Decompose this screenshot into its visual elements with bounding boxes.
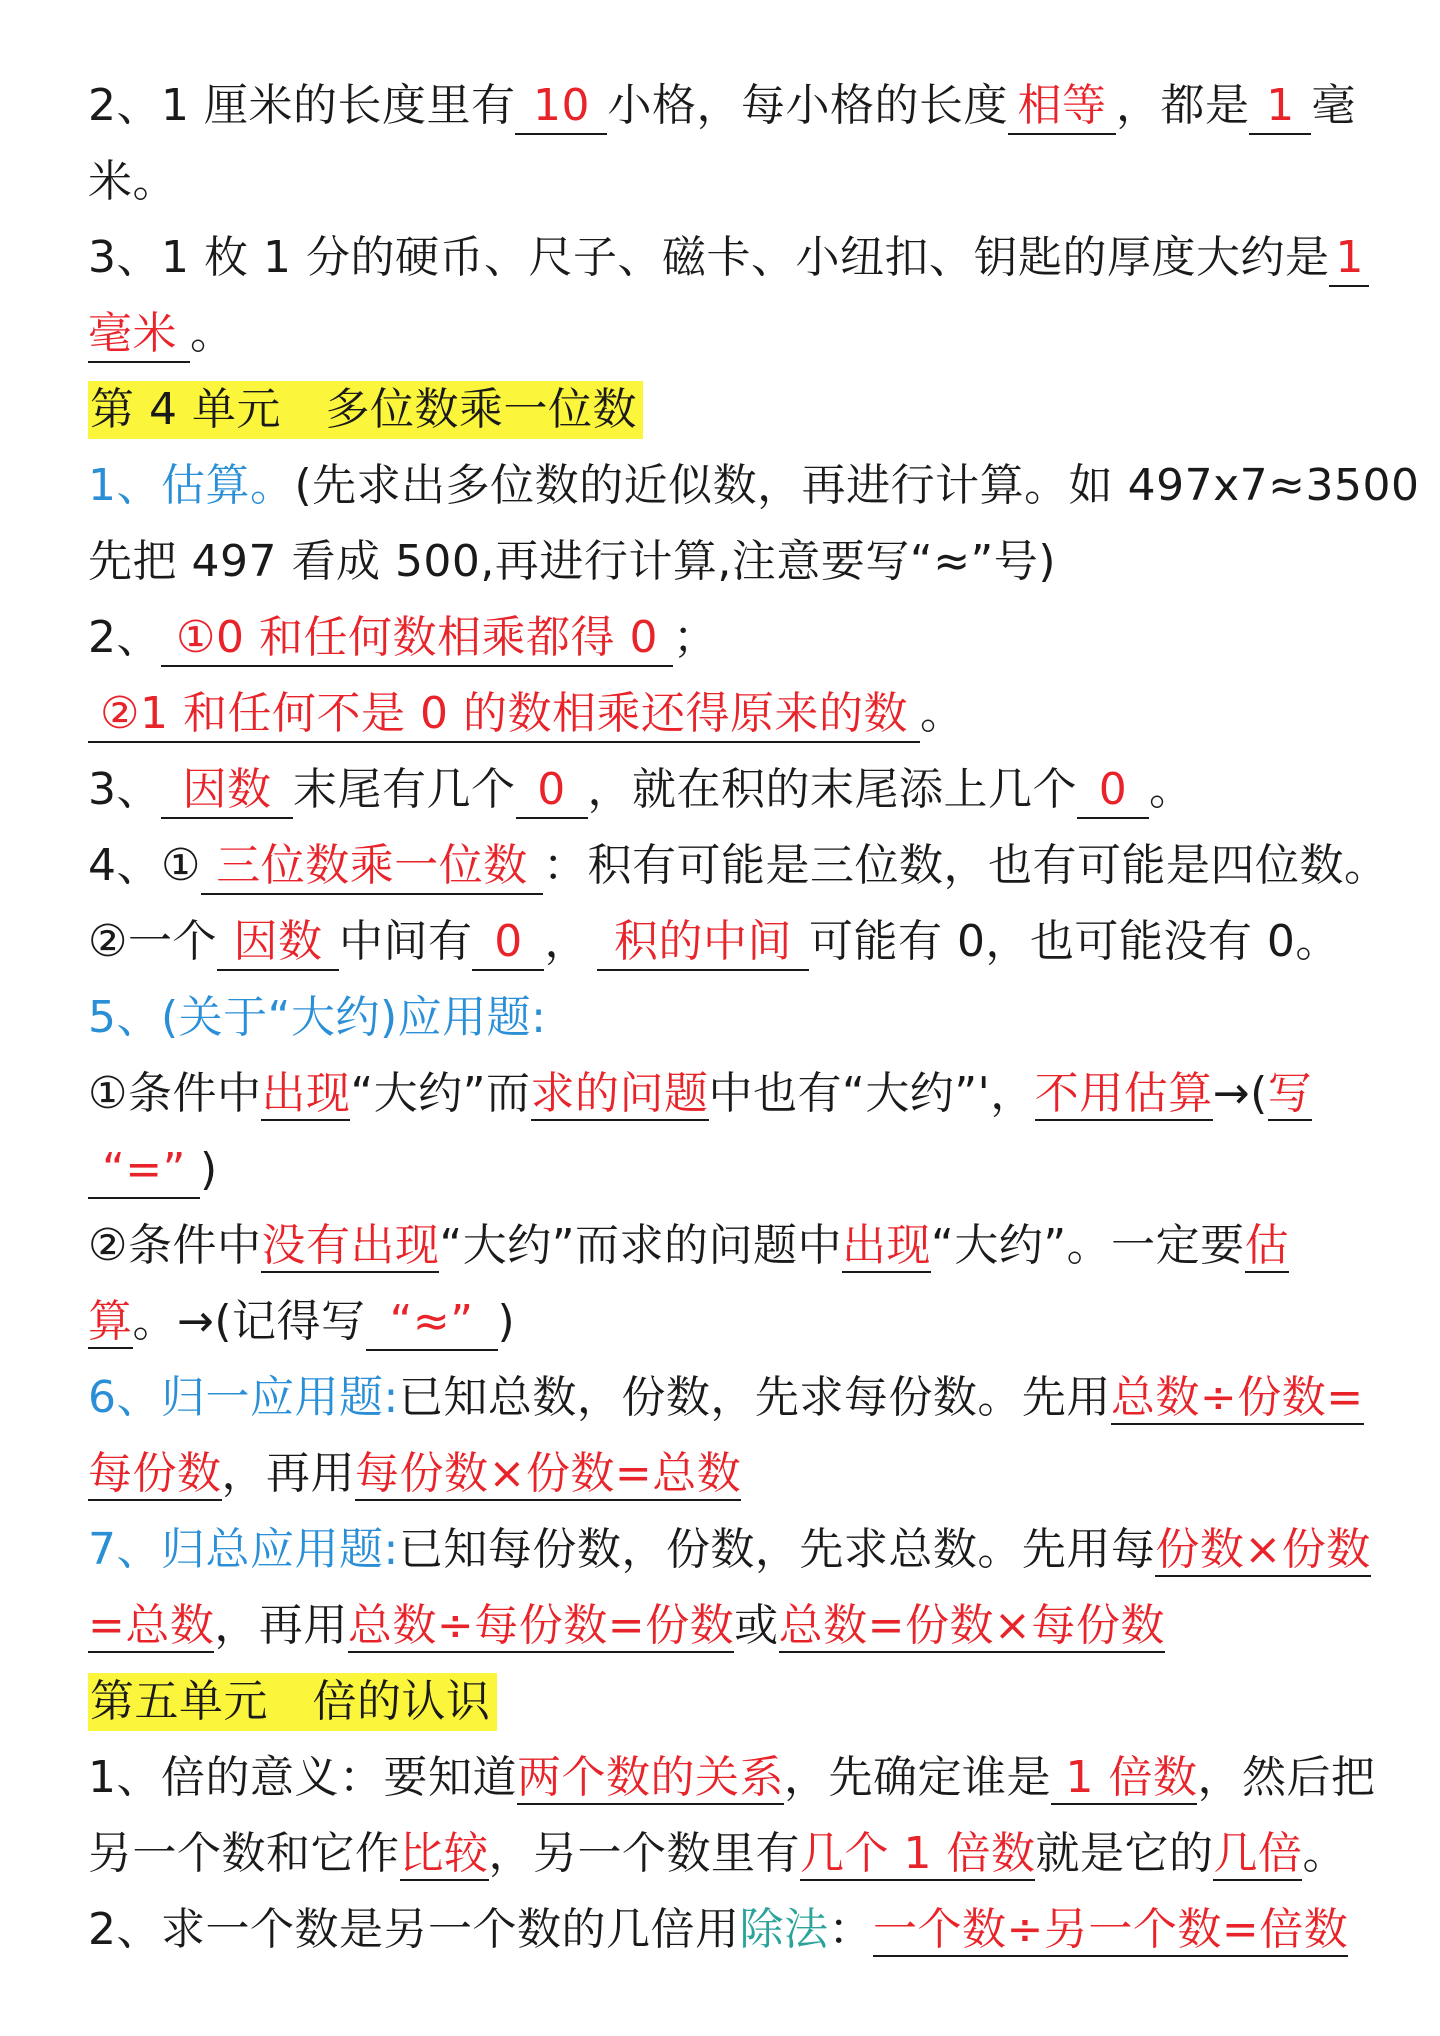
line-unit3-item2 bbox=[88, 68, 1362, 144]
text: 2、求一个数是另一个数的几倍用 bbox=[88, 1904, 740, 1955]
text: 已知总数，份数，先求每份数。先用 bbox=[398, 1372, 1111, 1423]
underlined-answer: 两个数的关系 bbox=[517, 1752, 784, 1803]
text: 。 bbox=[1302, 1828, 1347, 1879]
blue-label: 1、估算。 bbox=[88, 460, 295, 511]
underlined-answer: 不用估算 bbox=[1034, 1068, 1213, 1119]
underlined-answer: 总数÷每份数=份数 bbox=[347, 1600, 735, 1651]
answer-blank: ①0 和任何数相乘都得 0 bbox=[161, 611, 673, 667]
text: 。→(记得写 bbox=[132, 1296, 366, 1347]
text: ，都是 bbox=[1115, 80, 1250, 131]
underlined-answer: 几倍 bbox=[1213, 1828, 1303, 1879]
text: 。 bbox=[920, 688, 965, 739]
text: 末尾有几个 bbox=[293, 764, 516, 815]
text: ：积有可能是三位数，也有可能是四位数。 bbox=[542, 840, 1389, 891]
answer-blank: 因数 bbox=[217, 915, 339, 971]
underlined-answer: 每份数 bbox=[88, 1448, 222, 1499]
text: 中也有“大约”'， bbox=[708, 1068, 1035, 1119]
line-unit3-item3 bbox=[88, 220, 1362, 296]
highlighted-heading: 第五单元 倍的认识 bbox=[88, 1673, 497, 1731]
underlined-answer: 1 倍数 bbox=[1051, 1752, 1198, 1803]
underlined-answer: 没有出现 bbox=[261, 1220, 440, 1271]
answer-blank: 0 bbox=[1077, 763, 1149, 819]
line-unit4-item2 bbox=[88, 600, 1362, 676]
answer-blank: 相等 bbox=[1008, 79, 1116, 135]
underlined-answer: 总数÷份数= bbox=[1110, 1372, 1364, 1423]
text: 已知每份数，份数，先求总数。先用每 bbox=[398, 1524, 1156, 1575]
text: 先把 497 看成 500,再进行计算,注意要写“≈”号) bbox=[88, 536, 1057, 587]
underlined-answer: 一个数÷另一个数=倍数 bbox=[873, 1904, 1349, 1955]
answer-blank: “≈” bbox=[366, 1295, 498, 1351]
text: 米。 bbox=[88, 156, 177, 207]
line-unit4-item1 bbox=[88, 448, 1420, 524]
blue-label: 7、归总应用题: bbox=[88, 1524, 399, 1575]
answer-blank: 10 bbox=[515, 79, 607, 135]
line-unit4-item5-b-cont bbox=[88, 1284, 1362, 1360]
line-unit5-item1-cont bbox=[88, 1816, 1362, 1892]
answer-blank: 积的中间 bbox=[597, 915, 809, 971]
answer-blank: 三位数乘一位数 bbox=[201, 839, 543, 895]
text: 3、 bbox=[88, 764, 161, 815]
text: ，就在积的末尾添上几个 bbox=[587, 764, 1077, 815]
line-unit4-item5-a bbox=[88, 1056, 1362, 1132]
underlined-answer: 几个 1 倍数 bbox=[800, 1828, 1036, 1879]
line-unit3-item3-cont bbox=[88, 296, 1362, 372]
text: 。 bbox=[1149, 764, 1194, 815]
text: ，再用 bbox=[214, 1600, 348, 1651]
line-unit4-item2-cont bbox=[88, 676, 1362, 752]
line-unit4-item6 bbox=[88, 1360, 1362, 1436]
underlined-answer: 总数=份数×每份数 bbox=[778, 1600, 1165, 1651]
line-unit4-item7 bbox=[88, 1512, 1371, 1588]
underlined-answer: 算 bbox=[88, 1296, 133, 1347]
answer-blank: 1 bbox=[1249, 79, 1311, 135]
line-unit4-item7-cont bbox=[88, 1588, 1362, 1664]
text: 2、 bbox=[88, 612, 161, 663]
text: 毫 bbox=[1311, 80, 1356, 131]
underlined-answer: 每份数×份数=总数 bbox=[355, 1448, 742, 1499]
underlined-answer: 出现 bbox=[261, 1068, 351, 1119]
section-heading-unit4 bbox=[88, 372, 1362, 448]
answer-blank: 毫米 bbox=[88, 307, 190, 363]
text: 2、1 厘米的长度里有 bbox=[88, 80, 516, 131]
text: ②条件中 bbox=[88, 1220, 262, 1271]
text: →( bbox=[1212, 1068, 1268, 1119]
text: ： bbox=[828, 1904, 873, 1955]
text: ，另一个数里有 bbox=[488, 1828, 800, 1879]
underlined-answer: 比较 bbox=[399, 1828, 489, 1879]
answer-blank: 0 bbox=[472, 915, 544, 971]
answer-blank: 1 bbox=[1329, 231, 1369, 287]
underlined-answer: 份数×份数 bbox=[1155, 1524, 1371, 1575]
text: 另一个数和它作 bbox=[88, 1828, 400, 1879]
text: 。 bbox=[190, 308, 235, 359]
answer-blank: “=” bbox=[88, 1143, 200, 1199]
underlined-answer: 估 bbox=[1244, 1220, 1290, 1271]
text: ，再用 bbox=[221, 1448, 355, 1499]
answer-blank: 因数 bbox=[161, 763, 293, 819]
text: ) bbox=[200, 1144, 218, 1195]
text: ①条件中 bbox=[88, 1068, 262, 1119]
line-unit4-item1-cont bbox=[88, 524, 1362, 600]
text: 4、① bbox=[88, 840, 201, 891]
text: 就是它的 bbox=[1035, 1828, 1214, 1879]
line-unit4-item5-a-cont bbox=[88, 1132, 1362, 1208]
underlined-answer: 写 bbox=[1267, 1068, 1313, 1119]
text: “大约”。一定要 bbox=[931, 1220, 1245, 1271]
line-unit5-item1 bbox=[88, 1740, 1376, 1816]
highlighted-heading: 第 4 单元 多位数乘一位数 bbox=[88, 381, 643, 439]
line-unit5-item2 bbox=[88, 1892, 1362, 1968]
text: 或 bbox=[734, 1600, 779, 1651]
text: ) bbox=[497, 1296, 516, 1347]
text: ，然后把 bbox=[1197, 1752, 1376, 1803]
teal-keyword: 除法 bbox=[739, 1904, 829, 1955]
text: ，先确定谁是 bbox=[784, 1752, 1051, 1803]
text: 中间有 bbox=[338, 916, 473, 967]
text: 小格，每小格的长度 bbox=[607, 80, 1008, 131]
answer-blank: 0 bbox=[516, 763, 588, 819]
text: ， bbox=[544, 916, 589, 967]
text: ②一个 bbox=[88, 916, 217, 967]
underlined-answer: 出现 bbox=[842, 1220, 932, 1271]
text: “大约”而 bbox=[350, 1068, 531, 1119]
blue-label: 6、归一应用题: bbox=[88, 1372, 399, 1423]
answer-blank: ②1 和任何不是 0 的数相乘还得原来的数 bbox=[88, 687, 920, 743]
line-unit4-item3 bbox=[88, 752, 1362, 828]
line-unit4-item4 bbox=[88, 828, 1389, 904]
text: “大约”而求的问题中 bbox=[439, 1220, 843, 1271]
underlined-answer: =总数 bbox=[88, 1600, 215, 1651]
text: 可能有 0，也可能没有 0。 bbox=[808, 916, 1340, 967]
line-unit4-item4-cont bbox=[88, 904, 1362, 980]
line-unit4-item6-cont bbox=[88, 1436, 1362, 1512]
text: 1、倍的意义：要知道 bbox=[88, 1752, 517, 1803]
blue-label: 5、(关于“大约)应用题: bbox=[88, 992, 547, 1043]
line-unit3-item2-cont bbox=[88, 144, 1362, 220]
line-unit4-item5 bbox=[88, 980, 1362, 1056]
line-unit4-item5-b bbox=[88, 1208, 1362, 1284]
underlined-answer: 求的问题 bbox=[530, 1068, 709, 1119]
section-heading-unit5 bbox=[88, 1664, 1362, 1740]
text: 3、1 枚 1 分的硬币、尺子、磁卡、小纽扣、钥匙的厚度大约是 bbox=[88, 232, 1330, 283]
text: ； bbox=[673, 612, 718, 663]
text: (先求出多位数的近似数，再进行计算。如 497x7≈3500 bbox=[294, 460, 1420, 511]
